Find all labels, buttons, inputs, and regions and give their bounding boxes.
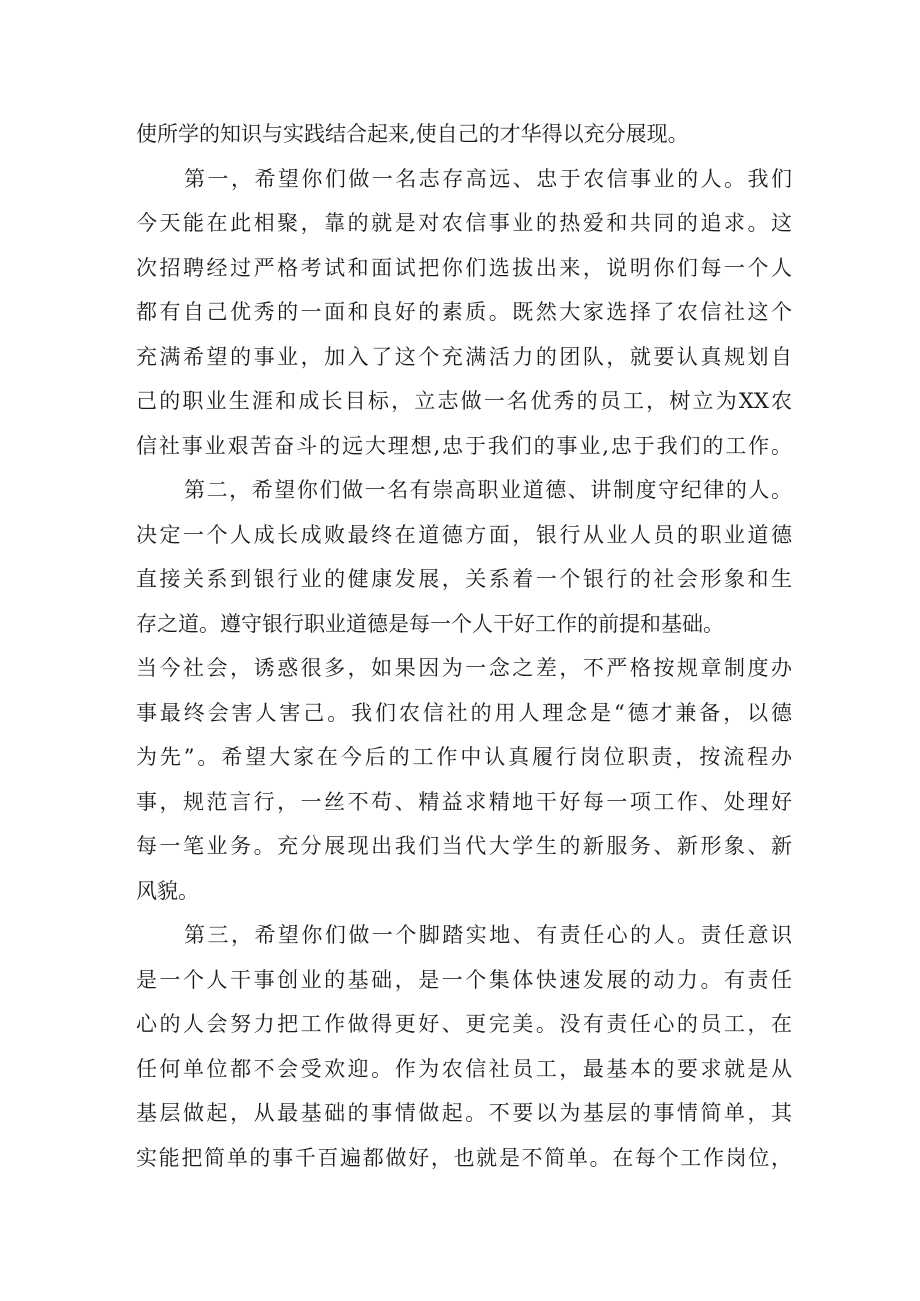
text-line: 每一笔业务。充分展现出我们当代大学生的新服务、新形象、新: [136, 834, 792, 858]
text-line: 充满希望的事业，加入了这个充满活力的团队，就要认真规划自: [136, 344, 792, 369]
text-line: 为先”。希望大家在今后的工作中认真履行岗位职责，按流程办: [136, 745, 792, 769]
text-line: 第三，希望你们做一个脚踏实地、有责任心的人。责任意识: [184, 923, 792, 947]
text-line: 使所学的知识与实践结合起来,使自己的才华得以充分展现。: [136, 122, 689, 146]
text-line: 基层做起，从最基础的事情做起。不要以为基层的事情简单，其: [136, 1101, 792, 1125]
text-line: 今天能在此相聚，靠的就是对农信事业的热爱和共同的追求。这: [136, 211, 792, 235]
text-line: 任何单位都不会受欢迎。作为农信社员工，最基本的要求就是从: [136, 1056, 792, 1081]
text-line: 己的职业生涯和成长目标，立志做一名优秀的员工，树立为XX农: [136, 389, 792, 413]
text-line: 风貌。: [136, 878, 199, 903]
text-line: 心的人会努力把工作做得更好、更完美。没有责任心的员工，在: [136, 1012, 792, 1036]
body-text: [136, 112, 792, 1180]
text-line: 是一个人干事创业的基础，是一个集体快速发展的动力。有责任: [136, 967, 792, 992]
text-line: 存之道。遵守银行职业道德是每一个人干好工作的前提和基础。: [136, 611, 724, 636]
text-line: 信社事业艰苦奋斗的远大理想,忠于我们的事业,忠于我们的工作。: [136, 433, 792, 458]
text-line: 第二，希望你们做一名有崇高职业道德、讲制度守纪律的人。: [184, 478, 792, 502]
text-line: 事最终会害人害己。我们农信社的用人理念是“德才兼备，以德: [136, 700, 792, 725]
text-line: 第一，希望你们做一名志存高远、忠于农信事业的人。我们: [184, 166, 792, 191]
text-line: 当今社会，诱惑很多，如果因为一念之差，不严格按规章制度办: [136, 656, 792, 680]
text-line: 直接关系到银行业的健康发展，关系着一个银行的社会形象和生: [136, 567, 792, 591]
text-line: 决定一个人成长成败最终在道德方面，银行从业人员的职业道德: [136, 522, 792, 547]
text-line: 事，规范言行，一丝不苟、精益求精地干好每一项工作、处理好: [136, 789, 792, 814]
text-line: 都有自己优秀的一面和良好的素质。既然大家选择了农信社这个: [136, 300, 792, 324]
text-line: 实能把简单的事千百遍都做好，也就是不简单。在每个工作岗位，: [136, 1145, 792, 1170]
text-line: 次招聘经过严格考试和面试把你们选拔出来，说明你们每一个人: [136, 255, 792, 280]
